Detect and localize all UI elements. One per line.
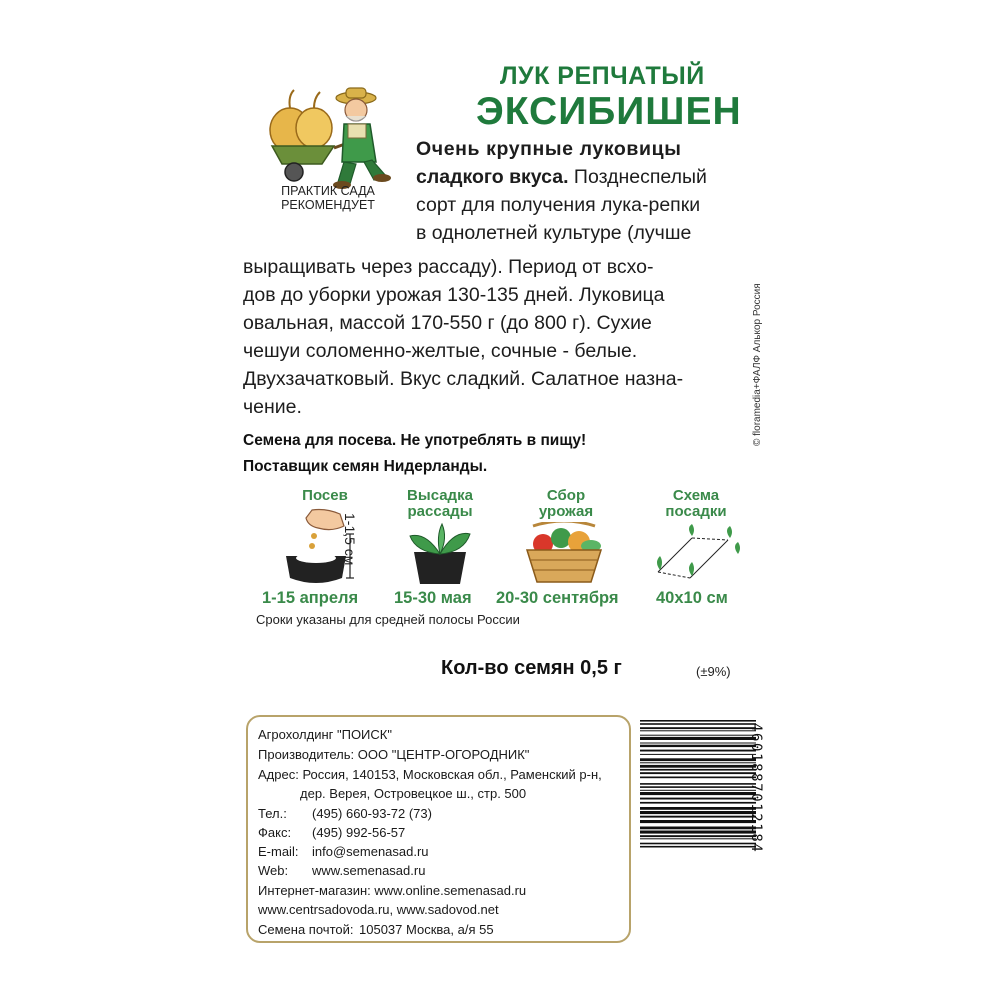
step-harvest-title: Сбор урожая — [538, 487, 594, 520]
barcode-bar — [640, 807, 756, 810]
barcode — [640, 718, 756, 938]
tel-value: (495) 660-93-72 (73) — [312, 806, 432, 821]
mail-order-address: 105037 Москва, а/я 55 — [359, 922, 494, 937]
online-shop: Интернет-магазин: www.online.semenasad.ru — [258, 883, 527, 898]
barcode-bar — [640, 816, 756, 818]
description-line: сорт для получения лука-репки — [416, 194, 701, 216]
description-line: в однолетней культуре (лучше — [416, 222, 692, 244]
planting-scheme-icon — [652, 524, 744, 586]
not-for-food-warning: Семена для посева. Не употреблять в пищу! — [243, 432, 587, 449]
barcode-bar — [640, 811, 756, 814]
step-scheme-spacing: 40х10 см — [656, 589, 728, 607]
company-producer: Производитель: ООО "ЦЕНТР-ОГОРОДНИК" — [258, 747, 530, 762]
tel-label: Тел.: — [258, 806, 287, 821]
barcode-bar — [640, 835, 756, 837]
company-address-2: дер. Верея, Островецкое ш., стр. 500 — [300, 786, 527, 801]
web-value: www.semenasad.ru — [312, 863, 426, 878]
copyright-notice: © floramedia+ФАЛФ Алькор Россия — [752, 283, 763, 446]
step-sowing-title: Посев — [302, 487, 348, 504]
step-transplant-date: 15-30 мая — [394, 589, 472, 607]
badge-line-2: РЕКОМЕНДУЕТ — [281, 198, 375, 212]
variety-name: ЭКСИБИШЕН — [476, 90, 742, 133]
barcode-bar — [640, 743, 756, 744]
description-line: чение. — [243, 396, 302, 418]
barcode-bar — [640, 831, 756, 834]
barcode-bar — [640, 777, 756, 779]
barcode-bar — [640, 727, 756, 729]
seed-tolerance: (±9%) — [696, 664, 731, 679]
description-line: сладкого вкуса. Позднеспелый — [416, 166, 707, 188]
barcode-bar — [640, 758, 756, 761]
company-address-1: Адрес: Россия, 140153, Московская обл., Раменский р-н, — [258, 767, 602, 782]
description-line: дов до уборки урожая 130-135 дней. Луковица — [243, 284, 665, 306]
seed-quantity: Кол-во семян 0,5 г — [441, 657, 622, 679]
gardener-mascot-icon — [264, 84, 392, 192]
barcode-bar — [640, 765, 756, 768]
barcode-bar — [640, 843, 756, 845]
mail-order-label: Семена почтой: — [258, 922, 354, 937]
barcode-bar — [640, 769, 756, 771]
supplier-note: Поставщик семян Нидерланды. — [243, 458, 488, 475]
fax-value: (495) 992-56-57 — [312, 825, 406, 840]
step-scheme-title: Схема посадки — [665, 487, 727, 520]
barcode-bar — [640, 838, 756, 839]
recommendation-badge — [262, 184, 394, 212]
barcode-bar — [640, 720, 756, 722]
company-holding: Агрохолдинг "ПОИСК" — [258, 727, 392, 742]
barcode-bar — [640, 762, 756, 763]
fax-label: Факс: — [258, 825, 292, 840]
barcode-number: 4601887012184 — [748, 723, 764, 854]
timing-note: Сроки указаны для средней полосы России — [256, 612, 520, 627]
barcode-bar — [640, 820, 756, 823]
description-line: чешуи соломенно-желтые, сочные - белые. — [243, 340, 638, 362]
barcode-bar — [640, 792, 756, 795]
step-sowing-date: 1-15 апреля — [262, 589, 359, 607]
description-line: Очень крупные луковицы — [416, 138, 682, 160]
email-label: E-mail: — [258, 844, 299, 859]
badge-line-1: ПРАКТИК САДА — [281, 184, 375, 198]
barcode-bar — [640, 786, 756, 788]
barcode-bar — [640, 772, 756, 774]
barcode-bar — [640, 745, 756, 747]
step-harvest-date: 20-30 сентября — [496, 589, 619, 607]
barcode-bar — [640, 827, 756, 830]
barcode-bar — [640, 846, 756, 848]
barcode-bar — [640, 735, 756, 736]
barcode-bar — [640, 802, 756, 804]
seedling-pot-icon — [406, 522, 474, 586]
barcode-bar — [640, 750, 756, 752]
barcode-bar — [640, 798, 756, 800]
email-value: info@semenasad.ru — [312, 844, 429, 859]
barcode-bar — [640, 730, 756, 731]
description-line: выращивать через рассаду). Период от всхо- — [243, 256, 654, 278]
sowing-depth-label: 1-1,5 см — [342, 513, 358, 566]
description-line: Двухзачатковый. Вкус сладкий. Салатное назна- — [243, 368, 684, 390]
barcode-bar — [640, 754, 756, 755]
barcode-bar — [640, 783, 756, 785]
harvest-basket-icon — [521, 522, 607, 584]
barcode-bar — [640, 723, 756, 725]
description-line: овальная, массой 170-550 г (до 800 г). Сухие — [243, 312, 652, 334]
partner-sites: www.centrsadovoda.ru, www.sadovod.net — [258, 902, 499, 917]
crop-name: ЛУК РЕПЧАТЫЙ — [500, 62, 705, 90]
web-label: Web: — [258, 863, 289, 878]
step-transplant-title: Высадка рассады — [407, 487, 473, 520]
barcode-bar — [640, 790, 756, 791]
barcode-bar — [640, 737, 756, 740]
